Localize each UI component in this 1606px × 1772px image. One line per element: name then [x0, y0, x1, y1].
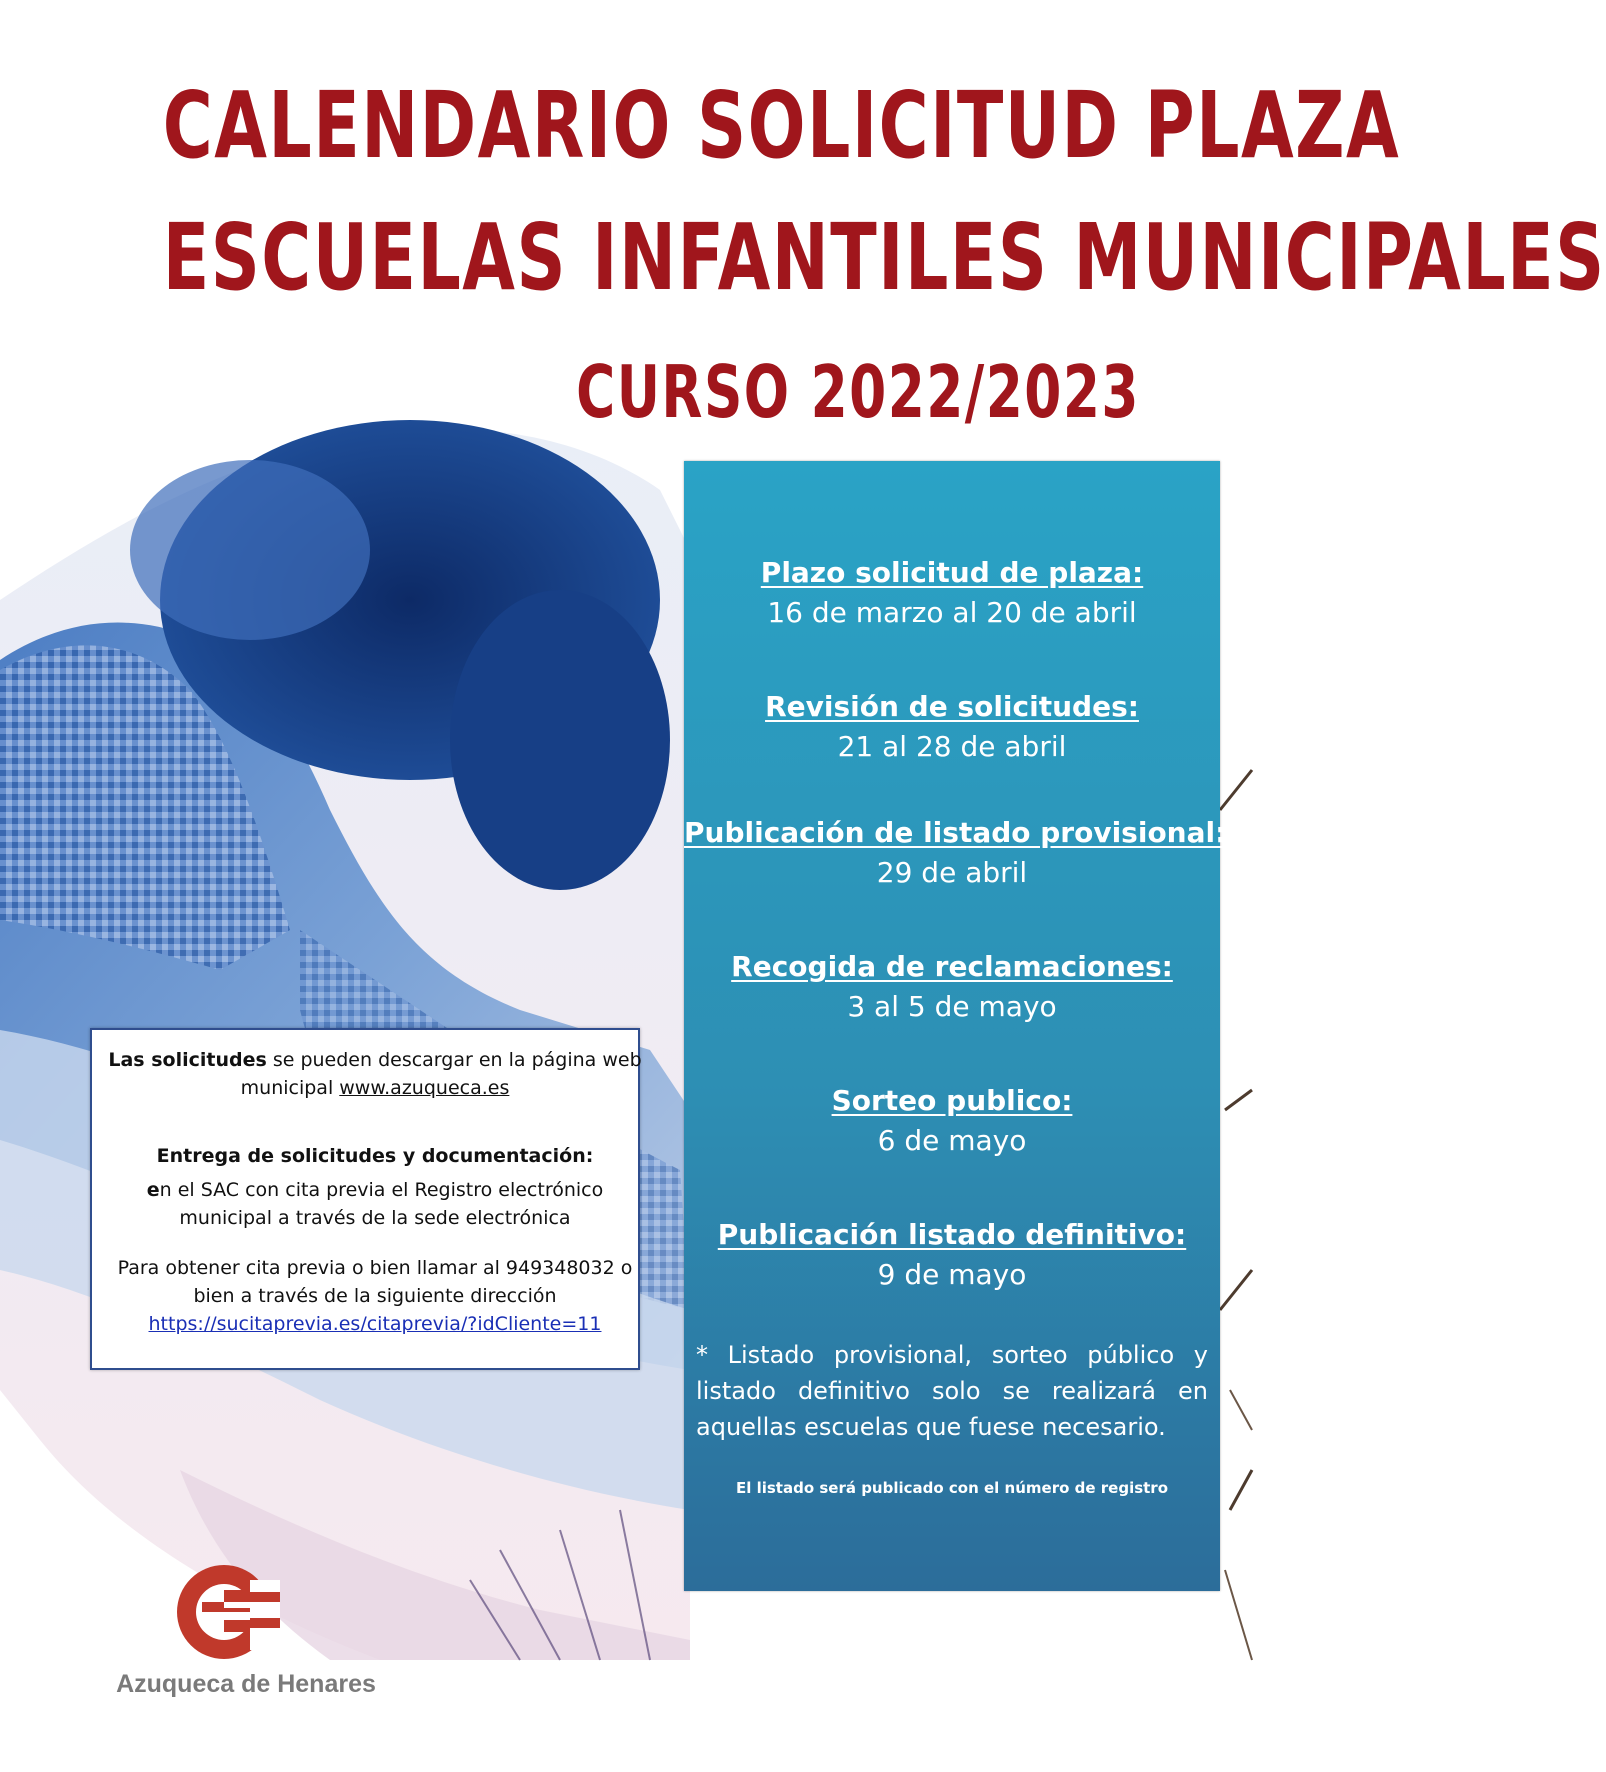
event-label: Publicación de listado provisional:	[684, 816, 1227, 849]
school-year: CURSO 2022/2023	[576, 350, 1140, 434]
info-box	[90, 1028, 640, 1370]
calendar-panel	[684, 461, 1227, 1591]
download-info	[92, 1046, 658, 1102]
logo-text: Azuqueca de Henares	[116, 1670, 376, 1698]
title-line-2: ESCUELAS INFANTILES MUNICIPALES	[162, 204, 1606, 311]
delivery-initial: e	[146, 1179, 160, 1201]
event-date: 21 al 28 de abril	[837, 730, 1067, 763]
event-review	[684, 687, 1220, 767]
appointment-info	[92, 1254, 658, 1338]
event-date: 16 de marzo al 20 de abril	[767, 596, 1137, 629]
event-final-list	[684, 1215, 1220, 1295]
download-text: se pueden descargar en la página web municipal	[240, 1049, 642, 1099]
title-line-1: CALENDARIO SOLICITUD PLAZA	[162, 72, 1401, 179]
delivery-info	[92, 1142, 658, 1232]
azuqueca-logo	[96, 1562, 396, 1712]
logo-mark-icon	[96, 1562, 396, 1662]
event-claims	[684, 947, 1220, 1027]
event-provisional-list	[684, 813, 1227, 893]
event-label: Publicación listado definitivo:	[717, 1218, 1187, 1251]
event-label: Plazo solicitud de plaza:	[760, 556, 1144, 589]
appointment-link[interactable]: https://sucitaprevia.es/citaprevia/?idCliente=11	[148, 1313, 602, 1335]
event-date: 6 de mayo	[877, 1124, 1027, 1157]
event-date: 3 al 5 de mayo	[847, 990, 1057, 1023]
event-label: Sorteo publico:	[831, 1084, 1073, 1117]
delivery-title: Entrega de solicitudes y documentación:	[156, 1145, 594, 1167]
delivery-text: n el SAC con cita previa el Registro electrónico municipal a través de la sede electrónica	[159, 1179, 604, 1229]
event-draw	[684, 1081, 1220, 1161]
event-date: 29 de abril	[876, 856, 1028, 889]
event-label: Recogida de reclamaciones:	[731, 950, 1173, 983]
appointment-text: Para obtener cita previa o bien llamar al 949348032 o bien a través de la siguiente dirección	[117, 1257, 633, 1307]
event-label: Revisión de solicitudes:	[765, 690, 1139, 723]
event-application-period	[684, 553, 1220, 633]
poster-title	[0, 60, 1606, 324]
event-date: 9 de mayo	[877, 1258, 1027, 1291]
website-link[interactable]: www.azuqueca.es	[339, 1077, 510, 1099]
download-bold: Las solicitudes	[108, 1049, 267, 1071]
panel-footer: El listado será publicado con el número de registro	[735, 1479, 1169, 1497]
panel-note: * Listado provisional, sorteo público y listado definitivo solo se realizará en aquellas escuelas que fuese necesario.	[696, 1341, 1208, 1441]
